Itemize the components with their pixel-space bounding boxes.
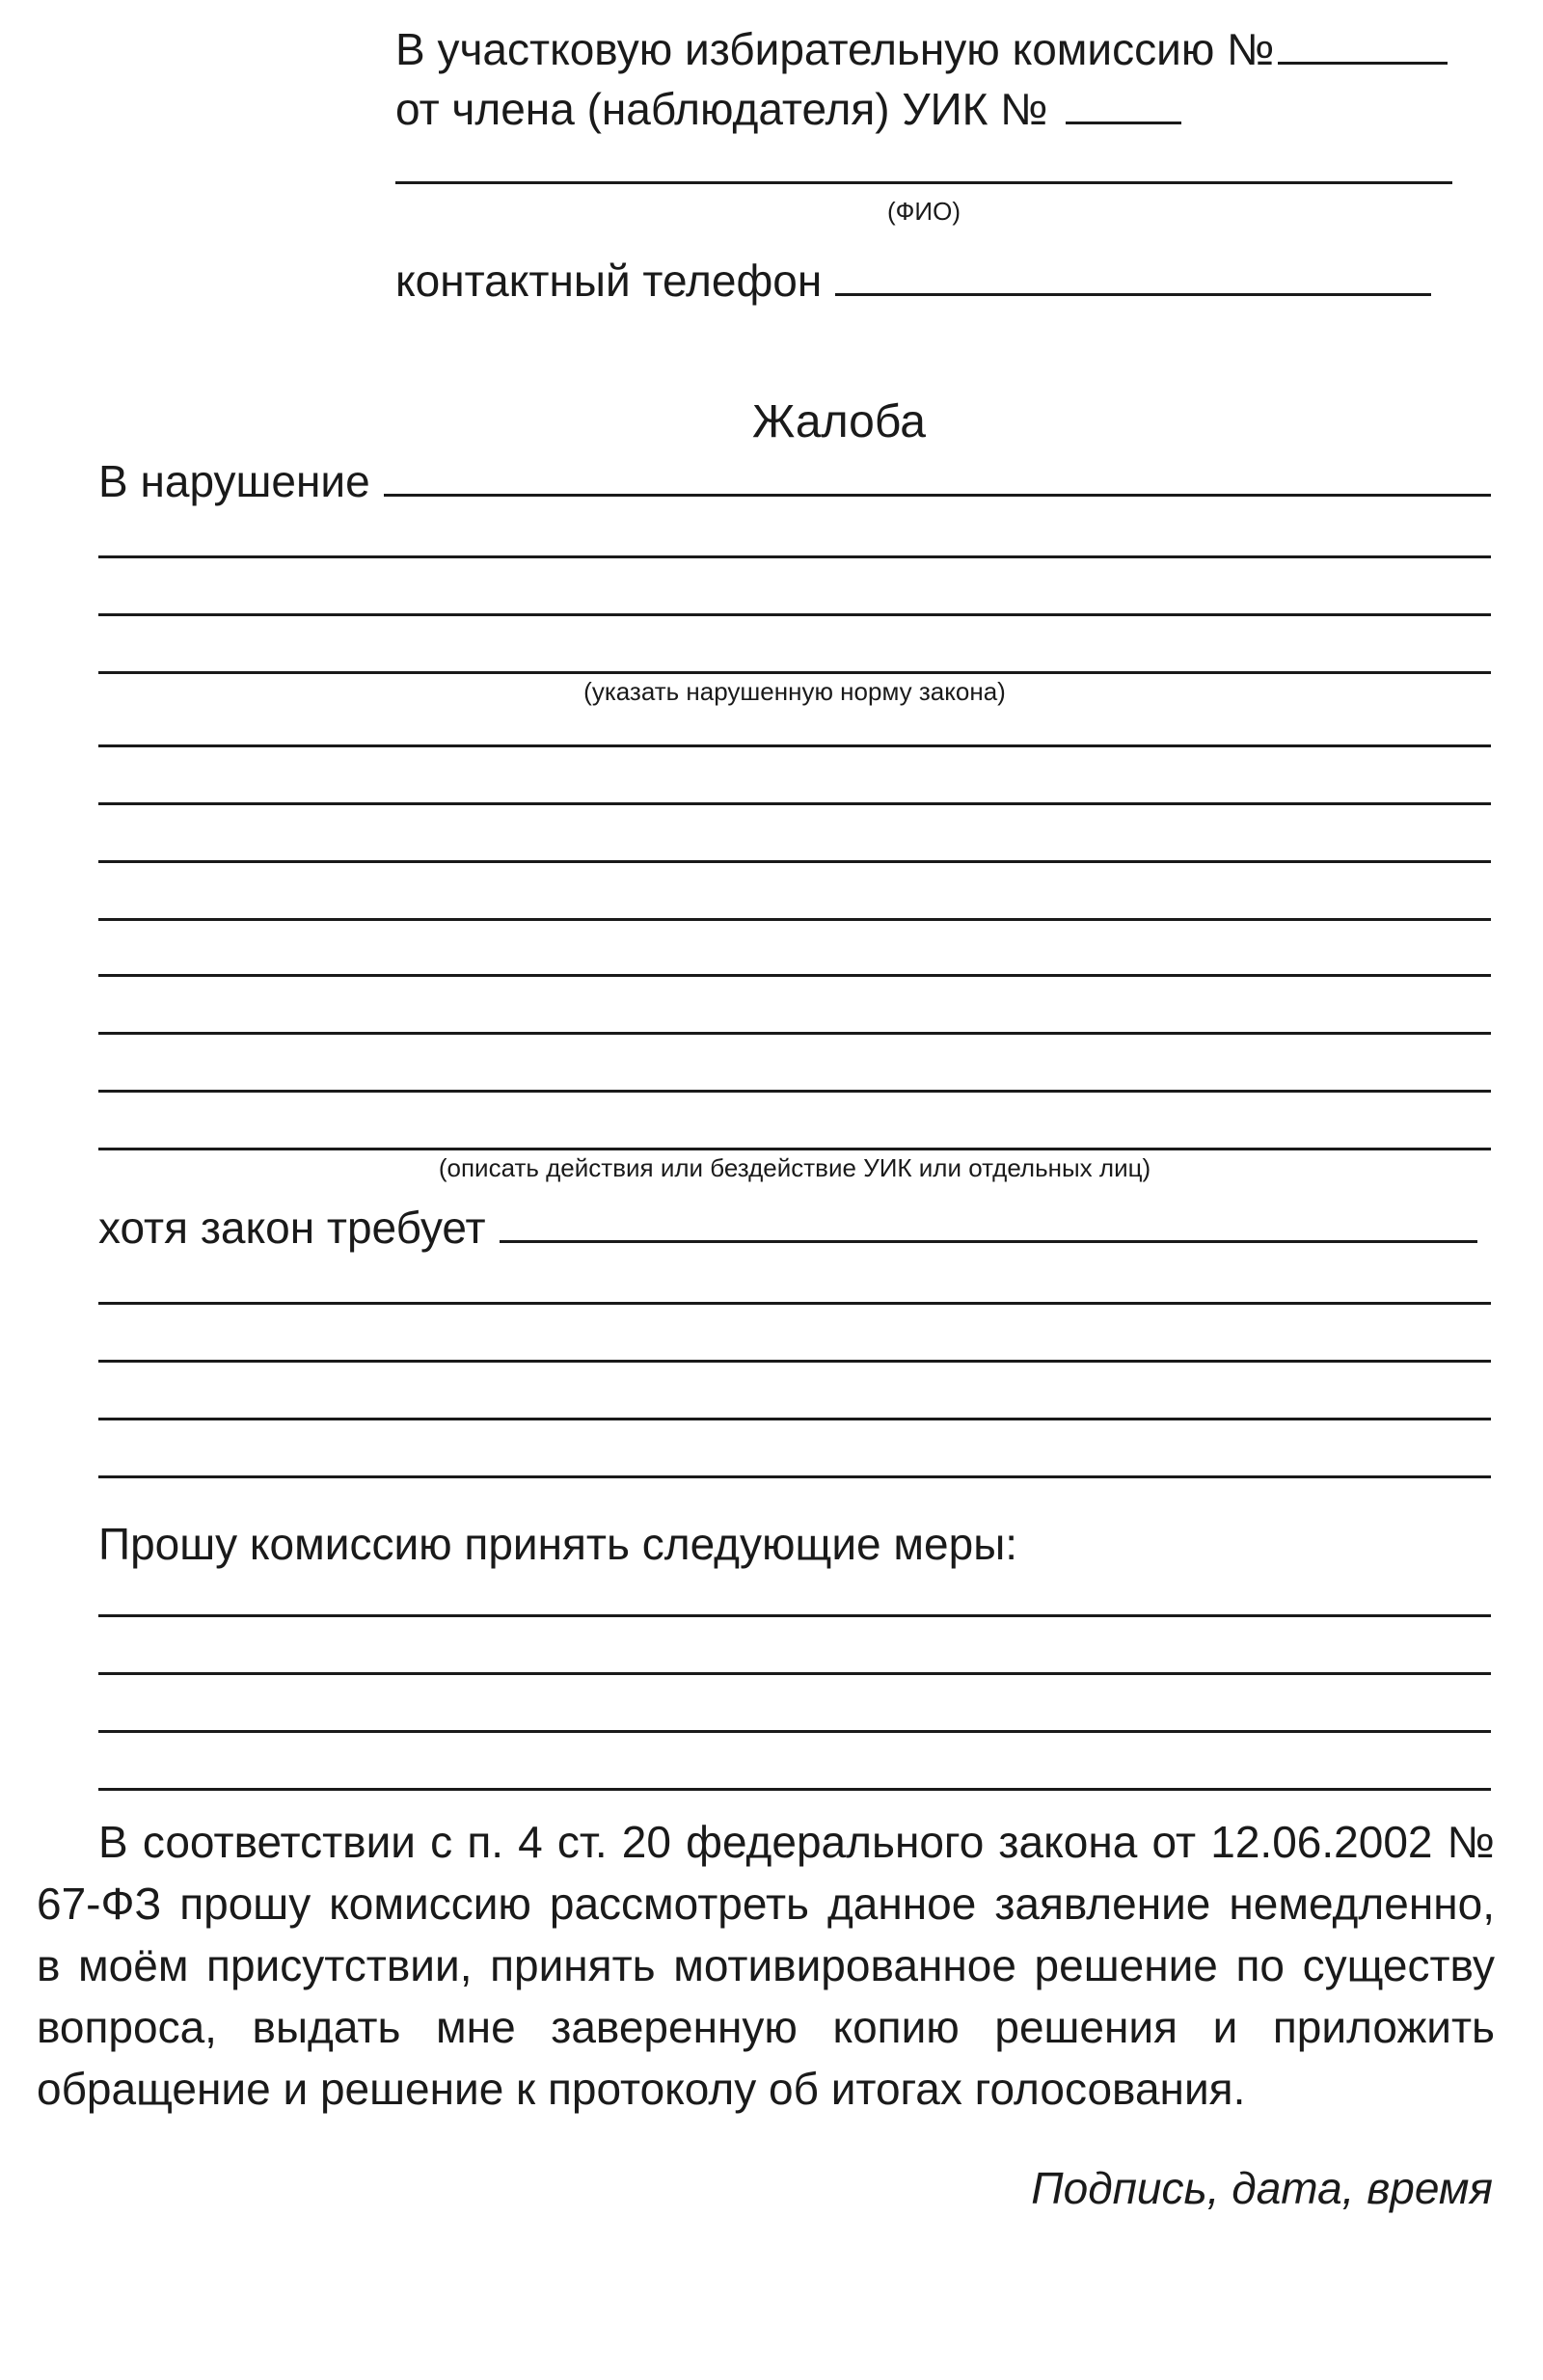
actions-caption: (описать действия или бездействие УИК или отдельных лиц) [438, 1153, 1151, 1182]
law-requires-line-4[interactable] [98, 1418, 1491, 1420]
law-requires-label: хотя закон требует [98, 1203, 486, 1253]
measures-line-2[interactable] [98, 1672, 1491, 1675]
phone-label: контактный телефон [395, 256, 823, 306]
fio-field[interactable] [395, 181, 1452, 184]
signature-line: Подпись, дата, время [1031, 2163, 1493, 2213]
measures-line-3[interactable] [98, 1730, 1491, 1733]
actions-line-7[interactable] [98, 1090, 1491, 1093]
actions-line-8[interactable] [98, 1148, 1491, 1150]
document-title: Жалоба [752, 396, 926, 447]
actions-line-3[interactable] [98, 860, 1491, 863]
measures-line-4[interactable] [98, 1788, 1491, 1791]
actions-line-6[interactable] [98, 1032, 1491, 1035]
violation-caption: (указать нарушенную норму закона) [583, 677, 1006, 706]
actions-line-4[interactable] [98, 918, 1491, 921]
header-line-member-text: от члена (наблюдателя) УИК № [395, 84, 1048, 134]
header-line-commission [395, 24, 1448, 74]
header-line-commission-text: В участковую избирательную комиссию № [395, 24, 1275, 74]
uik-number-field[interactable] [1066, 122, 1181, 124]
violation-line [98, 456, 1491, 506]
violation-field-first[interactable] [384, 494, 1491, 497]
law-requires-field-first[interactable] [500, 1240, 1477, 1243]
fio-caption: (ФИО) [887, 197, 961, 226]
law-requires-line-3[interactable] [98, 1360, 1491, 1363]
violation-line-4[interactable] [98, 671, 1491, 674]
actions-line-1[interactable] [98, 744, 1491, 747]
violation-label: В нарушение [98, 456, 370, 506]
law-requires-line-5[interactable] [98, 1475, 1491, 1478]
header-line-member [395, 84, 1181, 134]
commission-number-field[interactable] [1278, 62, 1448, 65]
violation-line-3[interactable] [98, 613, 1491, 616]
header-line-phone [395, 256, 1431, 306]
phone-field[interactable] [835, 293, 1431, 296]
measures-label: Прошу комиссию принять следующие меры: [98, 1519, 1018, 1569]
violation-line-2[interactable] [98, 555, 1491, 558]
closing-paragraph-text: В соответствии с п. 4 ст. 20 федерального закона от 12.06.2002 № 67-ФЗ прошу комиссию рассмотреть данное заявление немедленно, в моём присутствии, принять мотивированное решение по существу вопроса, выдать мне заверенную копию решения и приложить обращение и решение к протоколу об итогах голосования. [37, 1817, 1495, 2114]
law-requires-line-2[interactable] [98, 1302, 1491, 1305]
law-requires-line [98, 1203, 1477, 1253]
closing-paragraph [37, 1811, 1495, 2120]
measures-line-1[interactable] [98, 1614, 1491, 1617]
actions-line-2[interactable] [98, 802, 1491, 805]
actions-line-5[interactable] [98, 974, 1491, 977]
